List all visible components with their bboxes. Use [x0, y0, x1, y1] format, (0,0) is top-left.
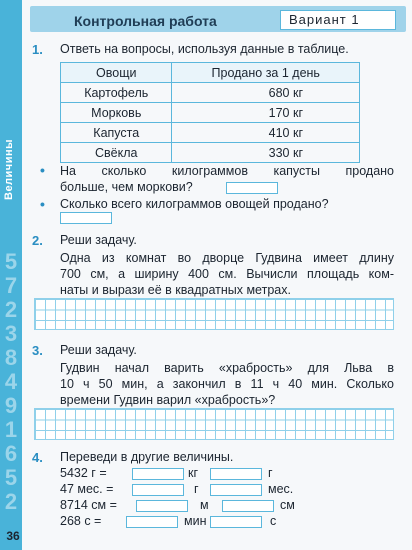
table-cell: 170 кг	[172, 103, 360, 123]
side-label: Величины	[3, 139, 15, 200]
conversion-unit: г	[194, 482, 199, 496]
table-cell: 410 кг	[172, 123, 360, 143]
answer-box-min[interactable]	[126, 516, 178, 528]
conversion-given: 47 мес. =	[60, 482, 114, 496]
task-3-line-1: Гудвин начал варить «храбрость» для Льва в	[60, 361, 394, 375]
table-row	[61, 83, 360, 103]
variant-label: Вариант 1	[280, 10, 396, 30]
task-3-heading: Реши задачу.	[60, 343, 137, 357]
page-number: 36	[6, 529, 20, 543]
task-3-number: 3.	[32, 343, 43, 358]
bullet-icon: •	[40, 196, 45, 212]
answer-box-s[interactable]	[210, 516, 262, 528]
task-1-prompt: Ответь на вопросы, используя данные в таблице.	[60, 42, 349, 56]
table-cell: Морковь	[61, 103, 172, 123]
table-row	[61, 103, 360, 123]
conversion-given: 268 с =	[60, 514, 102, 528]
task-1-question-2: Сколько всего килограммов овощей продано?	[60, 197, 329, 211]
conversion-unit: см	[280, 498, 295, 512]
task-4-number: 4.	[32, 450, 43, 465]
conversion-unit: кг	[188, 466, 199, 480]
solution-grid-task-3[interactable]	[34, 408, 394, 440]
task-4-heading: Переведи в другие величины.	[60, 450, 234, 464]
conversion-given: 8714 см =	[60, 498, 117, 512]
table-cell: Свёкла	[61, 143, 172, 163]
table-cell: 330 кг	[172, 143, 360, 163]
task-2-line-2: 700 см, а ширину 400 см. Вычисли площадь ком-	[60, 267, 394, 281]
answer-box-m[interactable]	[136, 500, 188, 512]
table-row	[61, 123, 360, 143]
table-cell: 680 кг	[172, 83, 360, 103]
table-header-row	[61, 63, 360, 83]
table-cell: Капуста	[61, 123, 172, 143]
task-3-line-3: времени Гудвин варил «храбрость»?	[60, 393, 276, 407]
task-2-line-1: Одна из комнат во дворце Гудвина имеет длину	[60, 251, 394, 265]
conversion-unit: мес.	[268, 482, 294, 496]
table-row	[61, 143, 360, 163]
answer-box-months[interactable]	[210, 484, 262, 496]
table-header-cell: Овощи	[61, 63, 172, 83]
task-1-question-1-line-2: больше, чем моркови?	[60, 180, 193, 194]
task-1-number: 1.	[32, 42, 43, 57]
bullet-icon: •	[40, 162, 45, 178]
answer-box-years[interactable]	[132, 484, 184, 496]
conversion-unit: с	[270, 514, 277, 528]
task-1-question-1-line-1: На сколько килограммов капусты продано	[60, 164, 394, 178]
conversion-unit: г	[268, 466, 273, 480]
task-2-number: 2.	[32, 233, 43, 248]
table-cell: Картофель	[61, 83, 172, 103]
conversion-given: 5432 г =	[60, 466, 107, 480]
task-2-heading: Реши задачу.	[60, 233, 137, 247]
side-strip	[0, 0, 22, 550]
answer-box-total-vegetables[interactable]	[60, 212, 112, 224]
vegetables-table	[60, 62, 360, 163]
answer-box-cm[interactable]	[222, 500, 274, 512]
page-title: Контрольная работа	[74, 13, 217, 29]
answer-box-g[interactable]	[210, 468, 262, 480]
conversion-unit: м	[200, 498, 209, 512]
task-2-line-3: наты и вырази её в квадратных метрах.	[60, 283, 291, 297]
task-3-line-2: 10 ч 50 мин, а закончил в 11 ч 40 мин. Сколько	[60, 377, 394, 391]
decorative-numbers-icon: 5 7 2 3 8 4 9 1 6 5 2	[4, 249, 18, 514]
solution-grid-task-2[interactable]	[34, 298, 394, 330]
answer-box-cabbage-difference[interactable]	[226, 182, 278, 194]
conversion-unit: мин	[184, 514, 207, 528]
table-header-cell: Продано за 1 день	[172, 63, 360, 83]
answer-box-kg[interactable]	[132, 468, 184, 480]
